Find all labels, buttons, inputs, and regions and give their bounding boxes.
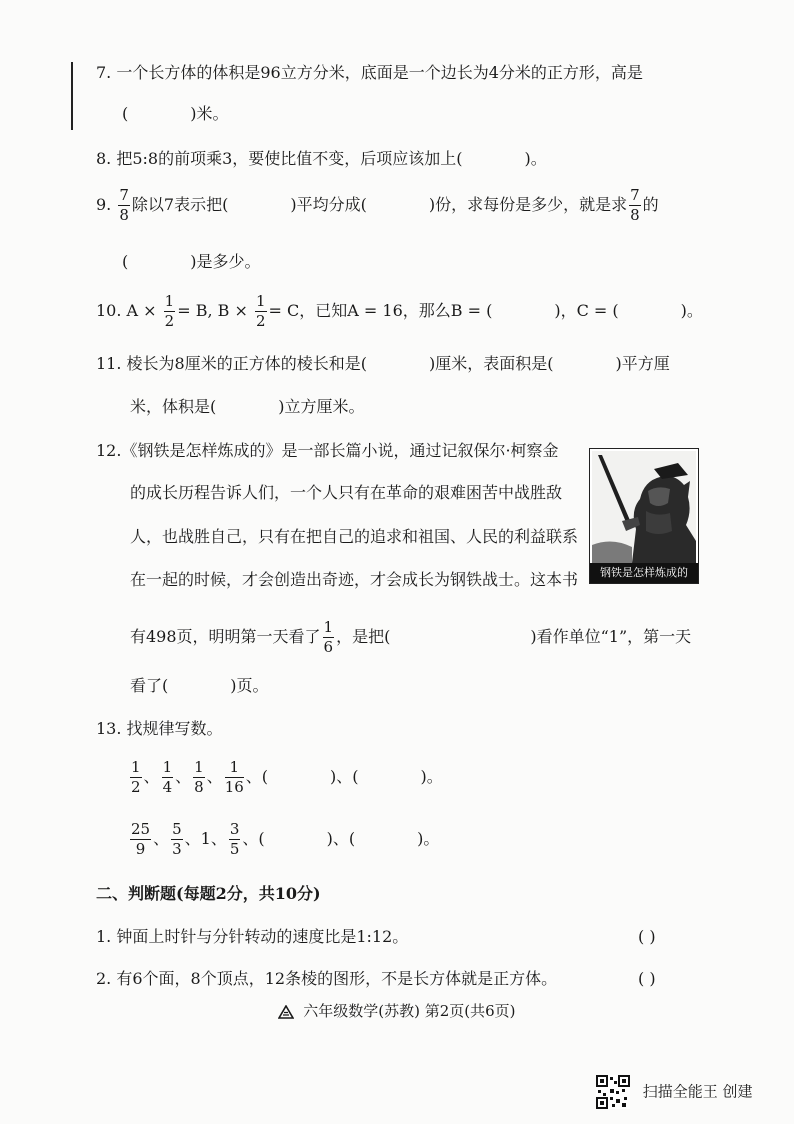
question-9-line1: 9. $\frac{7}{8}$ 除以7表示把( )平均分成( )份，求每份是多少，就是求 $\frac{7}{8}$ 的 xyxy=(96,186,659,224)
scanner-watermark-text: 扫描全能王 创建 xyxy=(642,1082,753,1101)
judge-item-2-text: 2. 有6个面，8个顶点，12条棱的图形，不是长方体就是正方体。 xyxy=(96,969,558,988)
question-7-line1: 7. 一个长方体的体积是96立方分米，底面是一个边长为4分米的正方形，高是 xyxy=(96,63,643,82)
fraction: $\frac{5}{3}$ xyxy=(172,820,182,858)
judge-item-1-text: 1. 钟面上时针与分针转动的速度比是1:12。 xyxy=(96,927,409,946)
question-12-line5: 有498页，明明第一天看了 $\frac{1}{6}$ ，是把( )看作单位“1”，第一天 xyxy=(130,618,692,656)
scanner-watermark xyxy=(596,1075,753,1109)
section-2-heading: 二、判断题(每题2分，共10分) xyxy=(96,884,321,903)
question-10: 10. A × $\frac{1}{2}$ = B, B × $\frac{1}{2}$ = C，已知A = 16，那么B = ( )，C = ( )。 xyxy=(96,292,703,330)
judge-item-1-answer-bracket[interactable]: ( ) xyxy=(638,927,656,946)
fraction: $\frac{1}{6}$ xyxy=(323,618,334,656)
fraction: $\frac{7}{8}$ xyxy=(119,186,129,224)
publisher-logo-icon xyxy=(278,1005,294,1019)
question-9-line2: ( )是多少。 xyxy=(122,252,261,271)
soldier-illustration xyxy=(592,451,696,563)
fraction: $\frac{1}{4}$ xyxy=(162,758,173,796)
question-12-line4: 在一起的时候，才会创造出奇迹，才会成长为钢铁战士。这本书 xyxy=(130,570,579,589)
fraction: $\frac{1}{2}$ xyxy=(255,292,266,330)
question-13-row1: $\frac{1}{2}$ 、 $\frac{1}{4}$ 、 $\frac{1}{8}$ 、 $\frac{1}{16}$ 、( )、( )。 xyxy=(131,758,443,796)
question-13-title: 13. 找规律写数。 xyxy=(96,719,223,738)
binding-margin-line xyxy=(71,62,73,130)
question-7-line2: ( )米。 xyxy=(122,104,229,123)
question-12-line2: 的成长历程告诉人们，一个人只有在革命的艰难困苦中战胜敌 xyxy=(130,483,563,502)
fraction: $\frac{25}{9}$ xyxy=(131,820,151,858)
fraction: $\frac{7}{8}$ xyxy=(630,186,640,224)
question-12-line6: 看了( )页。 xyxy=(130,676,269,695)
question-12-line1: 12.《钢铁是怎样炼成的》是一部长篇小说，通过记叙保尔·柯察金 xyxy=(96,441,559,460)
book-cover-caption: 钢铁是怎样炼成的 xyxy=(590,563,698,583)
question-11-line1: 11. 棱长为8厘米的正方体的棱长和是( )厘米，表面积是( )平方厘 xyxy=(96,354,670,373)
fraction: $\frac{1}{16}$ xyxy=(224,758,244,796)
question-12-line3: 人，也战胜自己，只有在把自己的追求和祖国、人民的利益联系 xyxy=(130,527,579,546)
fraction: $\frac{1}{2}$ xyxy=(164,292,175,330)
fraction: $\frac{1}{8}$ xyxy=(194,758,204,796)
page-footer-text: 六年级数学(苏教) 第2页(共6页) xyxy=(303,1002,516,1020)
judge-item-2-answer-bracket[interactable]: ( ) xyxy=(638,969,656,988)
question-13-row2: $\frac{25}{9}$ 、 $\frac{5}{3}$ 、1、 $\frac{3}{5}$ 、( )、( )。 xyxy=(131,820,440,858)
question-8: 8. 把5:8的前项乘3，要使比值不变，后项应该加上( )。 xyxy=(96,149,547,168)
page-footer xyxy=(0,1000,794,1021)
book-cover-image xyxy=(589,448,699,584)
fraction: $\frac{1}{2}$ xyxy=(131,758,141,796)
qr-code-icon xyxy=(596,1075,630,1109)
fraction: $\frac{3}{5}$ xyxy=(229,820,240,858)
question-11-line2: 米，体积是( )立方厘米。 xyxy=(130,397,365,416)
